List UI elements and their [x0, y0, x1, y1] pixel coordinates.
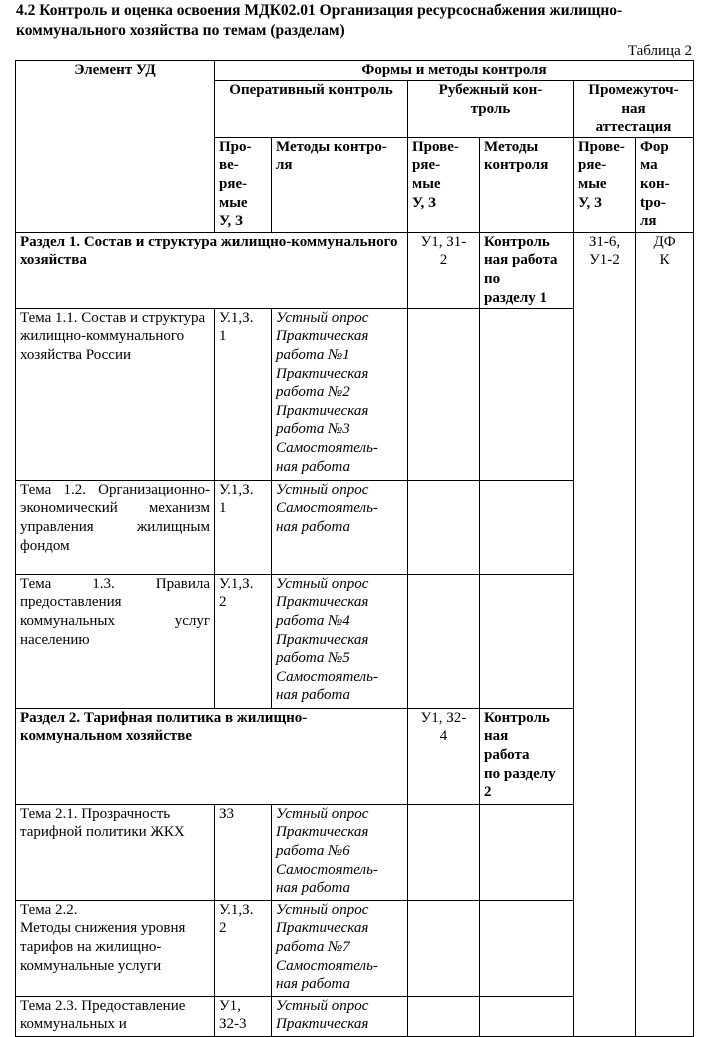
empty-cell: [480, 308, 574, 480]
header-midterm: Рубежный кон- троль: [408, 81, 574, 138]
topic-checked: У.1,З. 1: [215, 308, 272, 480]
control-table: [15, 60, 694, 1037]
empty-cell: [480, 900, 574, 996]
header-interim: Промежуточ- ная аттестация: [574, 81, 694, 138]
section-checked: У1, З1- 2: [408, 232, 480, 308]
empty-cell: [480, 480, 574, 574]
topic-name: Тема 1.2. Организационно-экономический механизм управления жилищным фондом: [16, 480, 215, 574]
section-title: Раздел 1. Состав и структура жилищно-коммунального хозяйства: [16, 232, 408, 308]
section-heading: 4.2 Контроль и оценка освоения МДК02.01 Организация ресурсоснабжения жилищно-коммунального хозяйства по темам (разделам): [16, 2, 623, 39]
empty-cell: [408, 804, 480, 900]
header-element: Элемент УД: [16, 61, 215, 233]
topic-checked: З3: [215, 804, 272, 900]
header-forms: Формы и методы контроля: [215, 61, 694, 81]
section-checked: У1, З2- 4: [408, 708, 480, 804]
topic-methods: Устный опрос Практическая работа №1 Практическая работа №2 Практическая работа №3 Самостоятель- ная работа: [272, 308, 408, 480]
header-op-checked: Про- ве- ряе- мые У, З: [215, 137, 272, 232]
section-method: Контроль ная работа по разделу 2: [480, 708, 574, 804]
topic-checked: У.1,З. 2: [215, 574, 272, 708]
header-op-methods: Методы контро- ля: [272, 137, 408, 232]
interim-form: ДФ К: [636, 232, 694, 1036]
topic-checked: У.1,З. 2: [215, 900, 272, 996]
topic-name: Тема 2.1. Прозрачность тарифной политики ЖКХ: [16, 804, 215, 900]
topic-checked: У1, З2-3: [215, 996, 272, 1036]
header-operative: Оперативный контроль: [215, 81, 408, 138]
table-caption: Таблица 2: [627, 43, 692, 59]
header-int-checked: Прове- ряе- мые У, З: [574, 137, 636, 232]
empty-cell: [408, 480, 480, 574]
header-mid-checked: Прове- ряе- мые У, З: [408, 137, 480, 232]
header-mid-methods: Методы контроля: [480, 137, 574, 232]
section-method: Контроль ная работа по разделу 1: [480, 232, 574, 308]
topic-name: Тема 2.3. Предоставление коммунальных и: [16, 996, 215, 1036]
empty-cell: [408, 996, 480, 1036]
topic-methods: Устный опрос Практическая работа №7 Самостоятель- ная работа: [272, 900, 408, 996]
empty-cell: [408, 900, 480, 996]
section-title: Раздел 2. Тарифная политика в жилищно-коммунальном хозяйстве: [16, 708, 408, 804]
empty-cell: [408, 308, 480, 480]
empty-cell: [480, 804, 574, 900]
empty-cell: [408, 574, 480, 708]
empty-cell: [480, 574, 574, 708]
topic-checked: У.1,З. 1: [215, 480, 272, 574]
interim-checked: З1-6, У1-2: [574, 232, 636, 1036]
empty-cell: [480, 996, 574, 1036]
topic-name: Тема 1.1. Состав и структура жилищно-коммунального хозяйства России: [16, 308, 215, 480]
topic-name: Тема 1.3. Правила предоставления коммунальных услуг населению: [16, 574, 215, 708]
header-int-form: Фор ма кон- tро- ля: [636, 137, 694, 232]
topic-methods: Устный опрос Самостоятель- ная работа: [272, 480, 408, 574]
topic-methods: Устный опрос Практическая работа №6 Самостоятель- ная работа: [272, 804, 408, 900]
topic-name: Тема 2.2. Методы снижения уровня тарифов на жилищно-коммунальные услуги: [16, 900, 215, 996]
topic-methods: Устный опрос Практическая работа №4 Практическая работа №5 Самостоятель- ная работа: [272, 574, 408, 708]
topic-methods: Устный опрос Практическая: [272, 996, 408, 1036]
